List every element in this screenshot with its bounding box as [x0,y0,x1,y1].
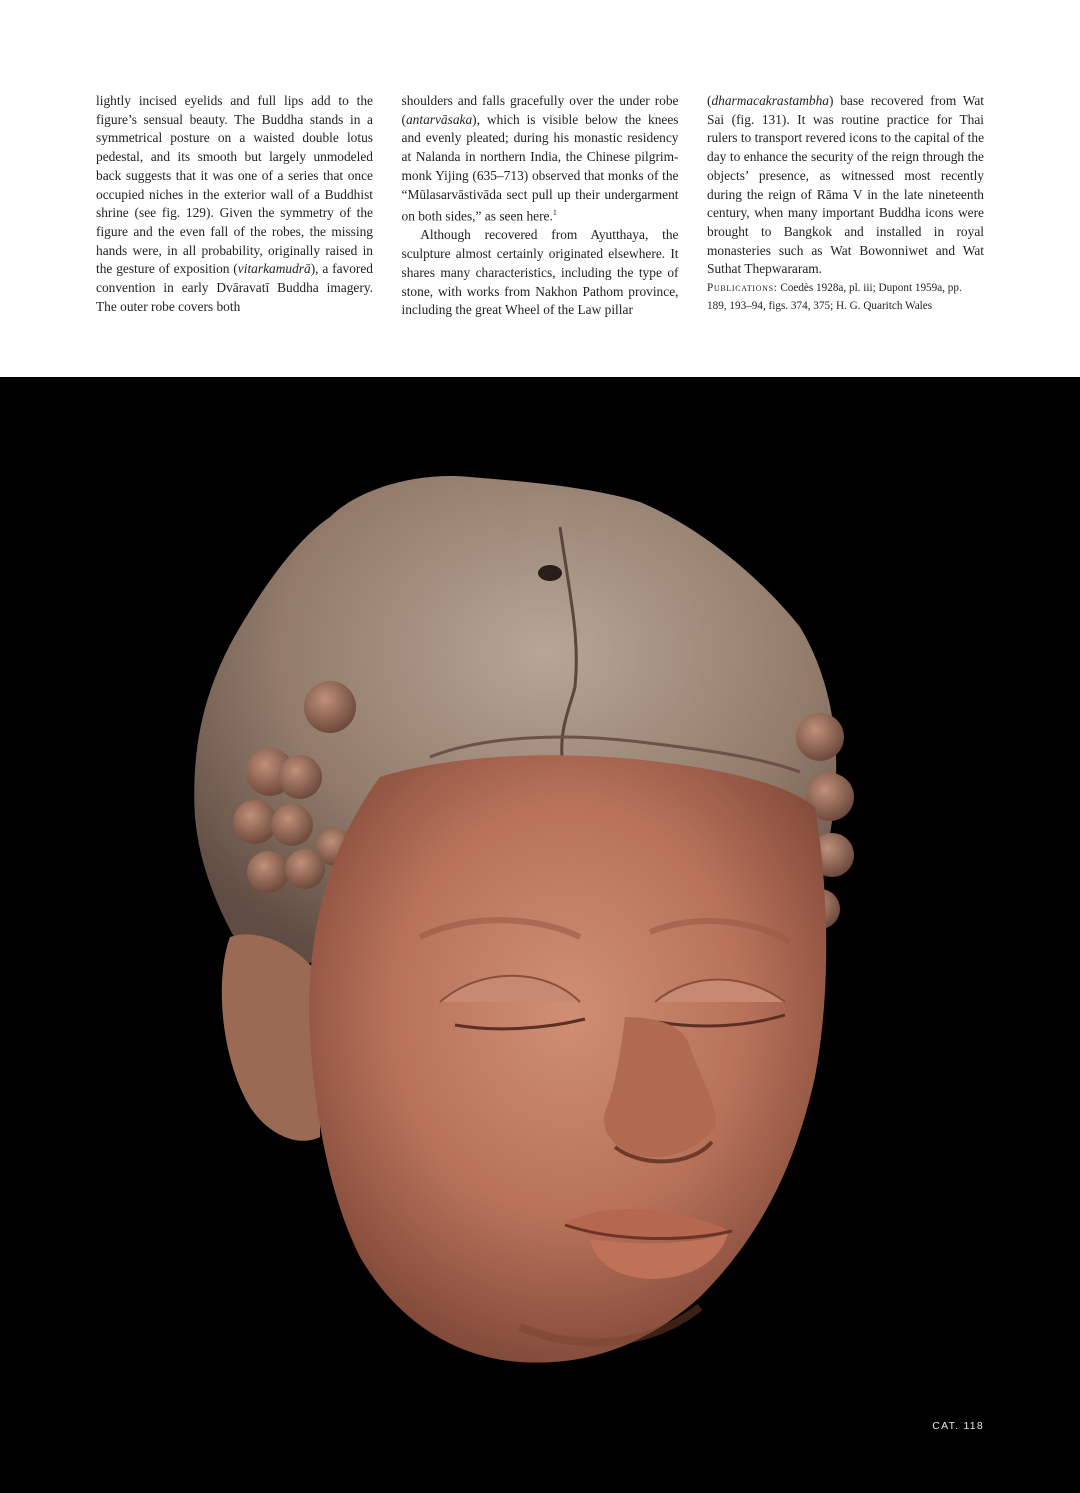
text-columns [96,92,984,332]
ear-left [222,934,320,1140]
footnote-marker: 1 [552,208,557,218]
paragraph: shoulders and falls gracefully over the under robe (antarvāsaka), which is visible below the knees and evenly pleated; during his monastic residency at Nalanda in northern India, the Chinese pilgrim-monk Yijing (635–713) observed that monks of the “Mūlasarvāstivāda sect pull up their undergarment on both sides,” as seen here.$^1$ [401,93,679,224]
buddha-head-image [0,377,1080,1493]
hole [538,565,562,581]
text-column-1 [96,92,373,332]
text-column-3 [707,92,984,332]
paragraph: (dharmacakrastambha) base recovered from Wat Sai (fig. 131). It was routine practice for Thai rulers to transport revered icons to the capital of the day to enhance the security of the reign through the objects’ presence, as witnessed most recently during the reign of Rāma V in the late nineteenth century, when many important Buddha icons were brought to Bangkok and installed in royal monasteries such as Wat Bowonniwet and Wat Suthat Thepwararam. [707,93,985,277]
publications: Publications: Coedès 1928a, pl. iii; Dupont 1959a, pp. 189, 193–94, figs. 374, 375; H. G. Quaritch Wales [707,282,962,313]
text-column-2 [402,92,679,332]
sculpture-photo [0,377,1080,1493]
publications-label: Publications: [707,282,778,295]
paragraph: lightly incised eyelids and full lips add to the figure’s sensual beauty. The Buddha stands in a symmetrical posture on a waisted double lotus pedestal, and its smooth but largely unmodeled back suggests that it was one of a series that once occupied niches in the exterior wall of a Buddhist shrine (see fig. 129). Given the symmetry of the figure and the even fall of the robes, the missing hands were, in all probability, originally raised in the gesture of exposition (vitarkamudrā), a favored convention in early Dvāravatī Buddha imagery. The outer robe covers both [96,93,373,314]
paragraph: Although recovered from Ayutthaya, the sculpture almost certainly originated elsewhere. It shares many characteristics, including the type of stone, with works from Nakhon Pathom province, including the great Wheel of the Law pillar [401,227,679,318]
catalog-number: CAT. 118 [932,1420,984,1432]
face [309,755,826,1362]
